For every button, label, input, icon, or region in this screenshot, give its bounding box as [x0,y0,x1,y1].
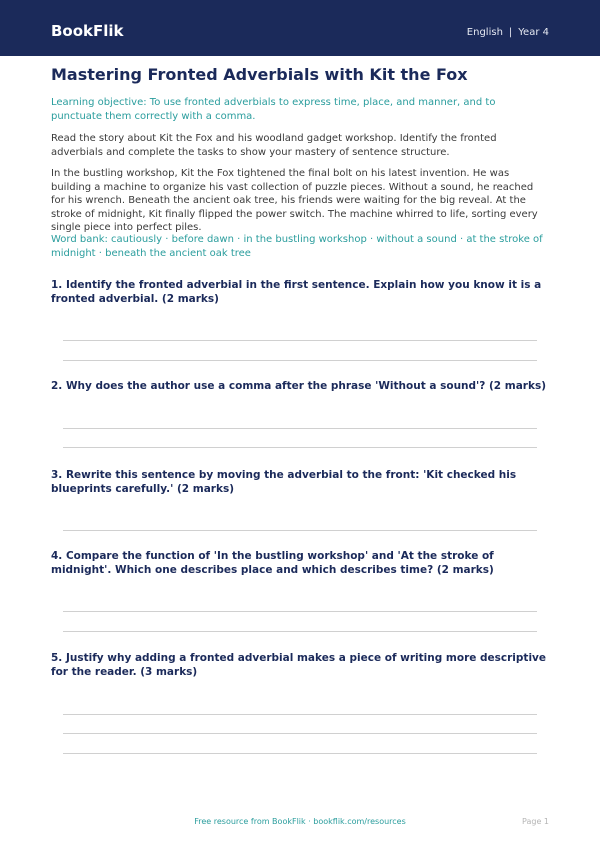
footer-credit: Free resource from BookFlik · bookflik.com/resources [194,817,406,826]
page-title: Mastering Fronted Adverbials with Kit the Fox [51,65,468,84]
header-bar [0,0,600,56]
answer-line[interactable] [63,753,537,754]
answer-line[interactable] [63,447,537,448]
answer-line[interactable] [63,631,537,632]
page-number: Page 1 [522,817,549,826]
question-3: 3. Rewrite this sentence by moving the adverbial to the front: 'Kit checked his blueprints carefully.' (2 marks) [51,469,517,495]
story-text: In the bustling workshop, Kit the Fox tightened the final bolt on his latest invention. He was building a machine to organize his vast collection of puzzle pieces. Without a sound, he reached for his wrench. Beneath the ancient oak tree, his friends were waiting for the big reveal. At the stroke of midnight, Kit finally flipped the power switch. The machine whirred to life, sorting every single piece into perfect piles. [51,168,538,233]
answer-line[interactable] [63,733,537,734]
brand-logo: BookFlik [51,22,124,40]
question-1: 1. Identify the fronted adverbial in the first sentence. Explain how you know it is a fronted adverbial. (2 marks) [51,279,542,305]
subject-label: English [466,27,503,38]
answer-line[interactable] [63,611,537,612]
meta-separator: | [508,27,513,38]
intro-text: Read the story about Kit the Fox and his woodland gadget workshop. Identify the fronted adverbials and complete the tasks to show your mastery of sentence structure. [51,133,497,158]
year-label: Year 4 [518,27,549,38]
word-bank: Word bank: cautiously · before dawn · in the bustling workshop · without a sound · at the stroke of midnight · beneath the ancient oak tree [51,234,543,259]
answer-line[interactable] [63,428,537,429]
question-5: 5. Justify why adding a fronted adverbial makes a piece of writing more descriptive for the reader. (3 marks) [51,652,547,678]
answer-line[interactable] [63,340,537,341]
question-4: 4. Compare the function of 'In the bustling workshop' and 'At the stroke of midnight'. Which one describes place and which describes time? (2 marks) [51,550,494,576]
header-meta [467,27,549,39]
answer-line[interactable] [63,714,537,715]
question-2: 2. Why does the author use a comma after the phrase 'Without a sound'? (2 marks) [51,380,547,392]
learning-objective: Learning objective: To use fronted adverbials to express time, place, and manner, and to punctuate them correctly with a comma. [51,97,496,122]
answer-line[interactable] [63,360,537,361]
answer-line[interactable] [63,530,537,531]
